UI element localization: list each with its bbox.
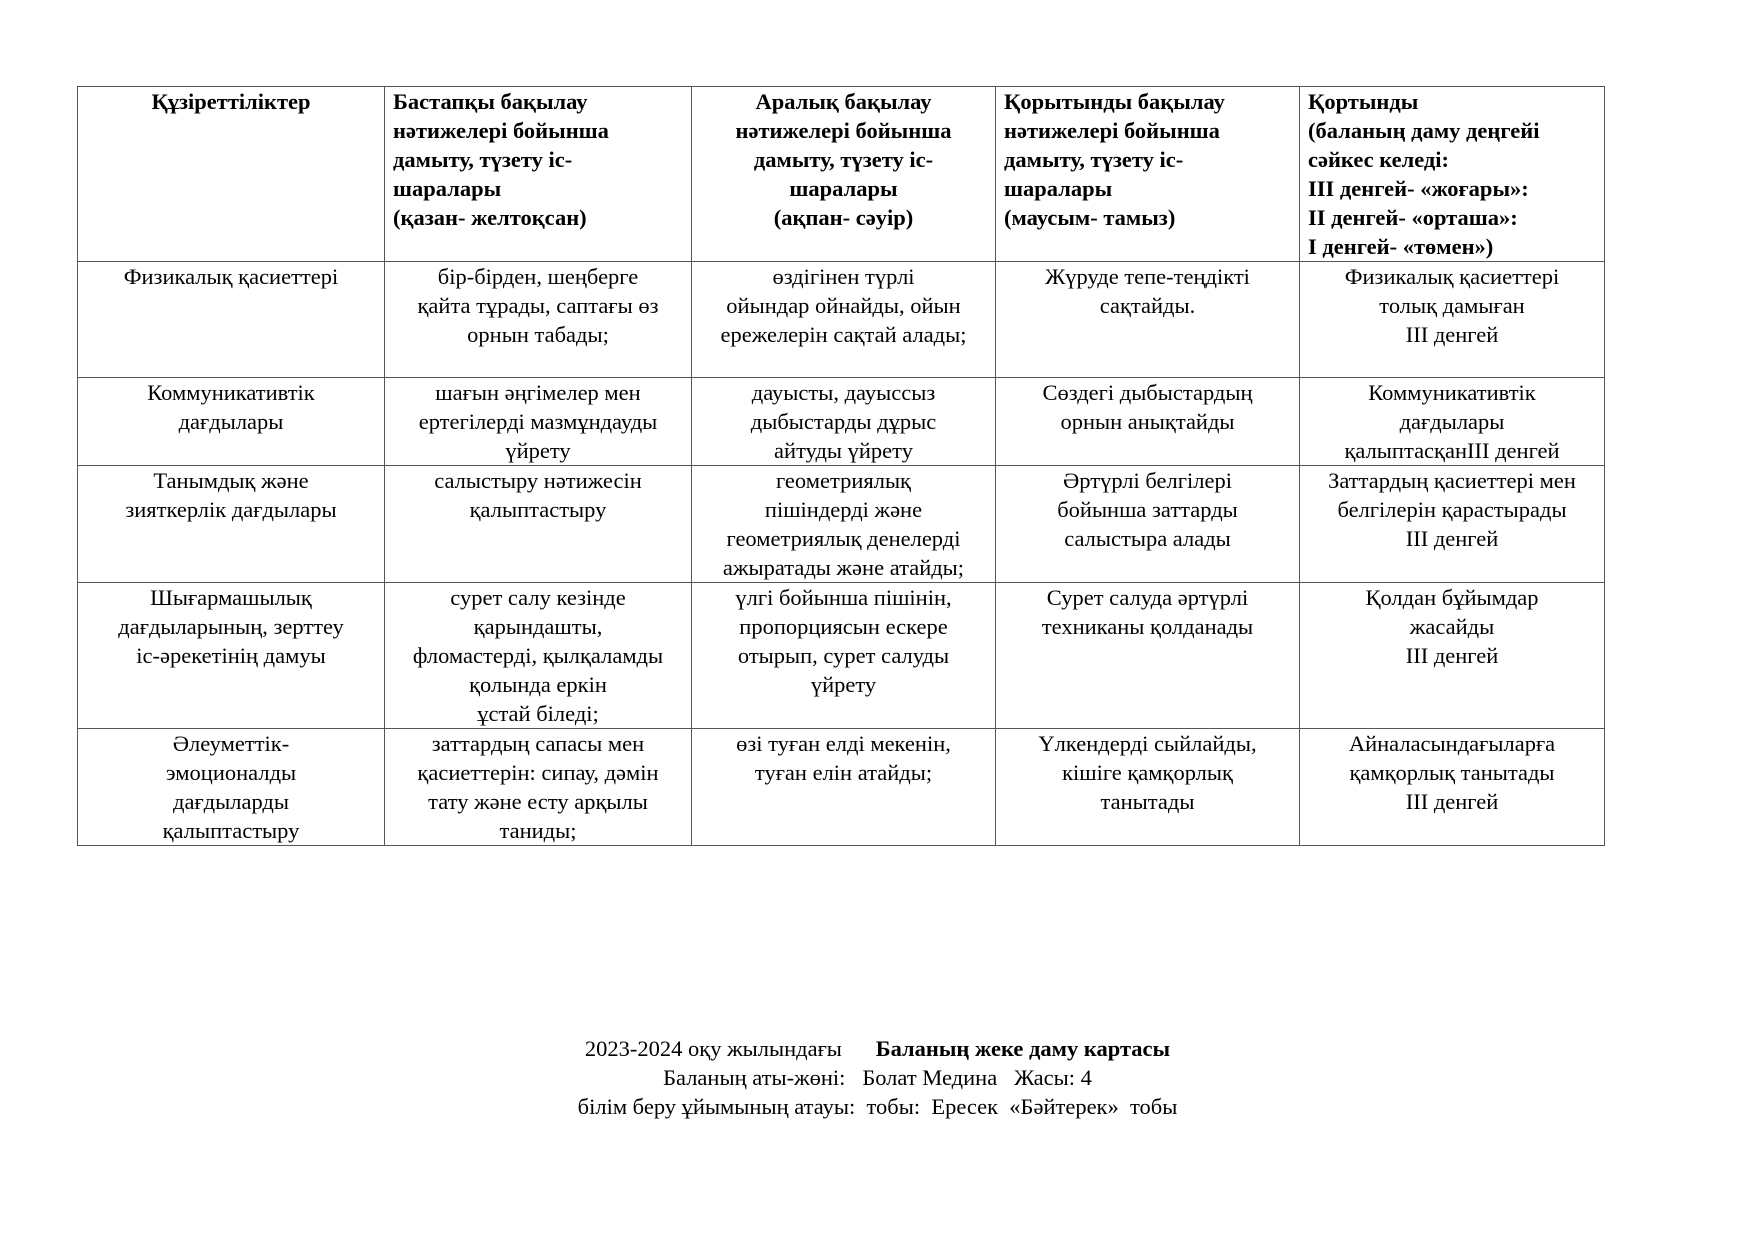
age-label: Жасы: [1014,1065,1076,1090]
initial-cell: бір-бірден, шеңберге қайта тұрады, саптағы өз орнын табады; [385,262,692,378]
initial-cell: шағын әңгімелер мен ертегілерді мазмұндауды үйрету [385,378,692,466]
intermediate-cell: үлгі бойынша пішінін, пропорциясын ескере отырып, сурет салуды үйрету [692,583,996,729]
academic-year: 2023-2024 оқу жылындағы [584,1036,842,1061]
child-name: Болат Медина [862,1065,998,1090]
header-competencies: Құзіреттіліктер [78,87,385,262]
competency-cell: Коммуникативтік дағдылары [78,378,385,466]
final-cell: Сөздегі дыбыстардың орнын анықтайды [996,378,1300,466]
final-cell: Әртүрлі белгілері бойынша заттарды салыстыра алады [996,466,1300,583]
table-row [78,466,1605,583]
footer-name-line [0,1063,1755,1092]
group-label: тобы: [866,1094,921,1119]
card-title: Баланың жеке даму картасы [875,1036,1171,1061]
summary-cell: Физикалық қасиеттері толық дамыған ІІІ денгей [1300,262,1605,378]
name-label: Баланың аты-жөні: [663,1065,846,1090]
header-summary: Қортынды (баланың даму деңгейі сәйкес келеді: ІІІ денгей- «жоғары»: ІІ денгей- «орташа»: І денгей- «төмен») [1300,87,1605,262]
competency-cell: Шығармашылық дағдыларының, зерттеу іс-әрекетінің дамуы [78,583,385,729]
development-table [77,86,1605,846]
header-initial-control: Бастапқы бақылау нәтижелері бойынша дамыту, түзету іс- шаралары (қазан- желтоқсан) [385,87,692,262]
summary-cell: Заттардың қасиеттері мен белгілерін қарастырады ІІІ денгей [1300,466,1605,583]
header-intermediate-control: Аралық бақылау нәтижелері бойынша дамыту, түзету іс- шаралары (ақпан- сәуір) [692,87,996,262]
intermediate-cell: дауысты, дауыссыз дыбыстарды дұрыс айтуды үйрету [692,378,996,466]
initial-cell: сурет салу кезінде қарындашты, фломастерді, қылқаламды қолында еркін ұстай біледі; [385,583,692,729]
intermediate-cell: өзі туған елді мекенін, туған елін атайды; [692,729,996,846]
summary-cell: Коммуникативтік дағдылары қалыптасқанІІІ денгей [1300,378,1605,466]
initial-cell: салыстыру нәтижесін қалыптастыру [385,466,692,583]
initial-cell: заттардың сапасы мен қасиеттерін: сипау, дәмін тату және есту арқылы таниды; [385,729,692,846]
footer-org-line [0,1092,1755,1121]
intermediate-cell: геометриялық пішіндерді және геометриялық денелерді ажыратады және атайды; [692,466,996,583]
table-row [78,262,1605,378]
intermediate-cell: өздігінен түрлі ойындар ойнайды, ойын ережелерін сақтай алады; [692,262,996,378]
competency-cell: Танымдық және зияткерлік дағдылары [78,466,385,583]
table-row [78,729,1605,846]
group-value: Ересек «Бәйтерек» тобы [931,1094,1178,1119]
final-cell: Сурет салуда әртүрлі техниканы қолданады [996,583,1300,729]
competency-cell: Әлеуметтік- эмоционалды дағдыларды қалыптастыру [78,729,385,846]
table-header-row [78,87,1605,262]
summary-cell: Айналасындағыларға қамқорлық танытады ІІІ денгей [1300,729,1605,846]
age-value: 4 [1080,1065,1092,1090]
final-cell: Үлкендерді сыйлайды, кішіге қамқорлық танытады [996,729,1300,846]
footer-title-line [0,1034,1755,1063]
final-cell: Жүруде тепе-теңдікті сақтайды. [996,262,1300,378]
table-row [78,583,1605,729]
header-final-control: Қорытынды бақылау нәтижелері бойынша дамыту, түзету іс- шаралары (маусым- тамыз) [996,87,1300,262]
card-footer [0,1034,1755,1121]
competency-cell: Физикалық қасиеттері [78,262,385,378]
table-row [78,378,1605,466]
summary-cell: Қолдан бұйымдар жасайды ІІІ денгей [1300,583,1605,729]
org-label: білім беру ұйымының атауы: [577,1094,856,1119]
